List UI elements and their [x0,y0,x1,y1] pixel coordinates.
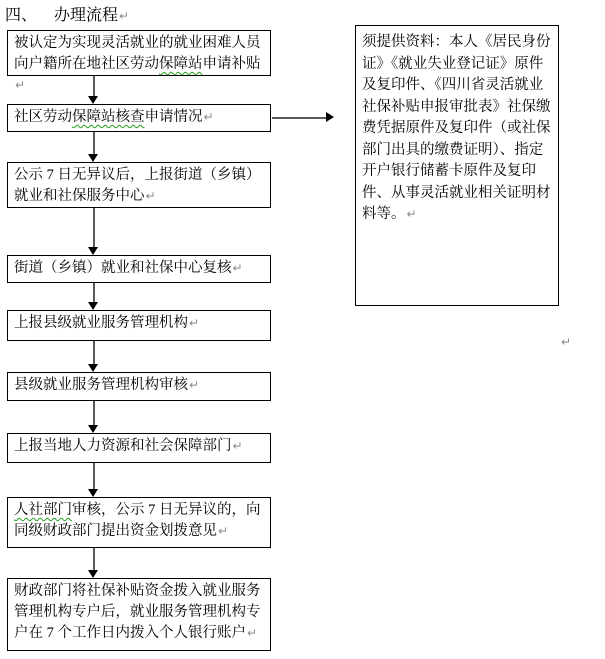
flow-step-county-review [7,372,271,401]
spellcheck-underline: 保障站 [159,56,203,72]
paragraph-mark-icon: ↵ [119,9,130,23]
flow-step-text: 人社部门审核，公示 7 日无异议的，向同级财政部门提出资金划拨意见↵ [14,502,261,539]
section-number: 四、 [5,7,38,24]
arrow-right-icon [272,112,334,123]
arrow-down-icon [88,208,99,255]
arrow-down-icon [88,283,99,310]
flow-step-report-county [7,310,271,341]
flow-step-application [7,30,271,92]
flow-step-text: 公示 7 日无异议后，上报街道（乡镇）就业和社保服务中心↵ [14,167,261,204]
paragraph-mark-icon: ↵ [247,626,258,640]
arrow-down-icon [88,76,99,104]
flow-step-street-review [7,255,271,283]
arrow-down-icon [88,463,99,497]
flow-step-hr-review-funds [7,497,271,548]
arrow-down-icon [88,548,99,578]
paragraph-mark-icon: ↵ [218,524,229,538]
flow-step-report-hr-bureau [7,433,271,463]
paragraph-mark-icon: ↵ [232,439,243,453]
paragraph-mark-icon: ↵ [15,78,26,92]
arrow-down-icon [88,341,99,372]
flow-step-publicity-report-street [7,162,271,208]
flow-step-text: 上报当地人力资源和社会保障部门↵ [14,438,243,454]
section-heading [5,2,129,25]
flow-step-text: 被认定为实现灵活就业的就业困难人员向户籍所在地社区劳动保障站申请补贴↵ [14,35,261,92]
paragraph-mark-icon: ↵ [189,316,200,330]
paragraph-mark-icon: ↵ [189,378,200,392]
arrow-down-icon [88,401,99,433]
materials-note-box [355,25,559,306]
paragraph-mark-icon: ↵ [561,335,572,349]
spellcheck-underline: 人社部门 [14,502,72,518]
flow-step-community-check [7,104,271,132]
flow-step-text: 街道（乡镇）就业和社保中心复核↵ [14,260,243,276]
flow-step-text: 县级就业服务管理机构审核↵ [14,377,200,393]
materials-note-text: 须提供资料：本人《居民身份证》《就业失业登记证》原件及复印件、《四川省灵活就业社保补贴申报审批表》社保缴费凭据原件及复印件（或社保部门出具的缴费证明）、指定开户银行储蓄卡原件及复印件、从事灵活就业相关证明材料等。 [362,34,551,222]
flow-step-text: 财政部门将社保补贴资金拨入就业服务管理机构专户后，就业服务管理机构专户在 7 个工作日内拨入个人银行账户↵ [14,583,261,641]
paragraph-mark-icon: ↵ [232,261,243,275]
paragraph-mark-icon: ↵ [406,207,417,221]
paragraph-mark-icon: ↵ [145,189,156,203]
paragraph-mark-icon: ↵ [203,110,214,124]
flow-step-fund-transfer [7,578,271,651]
flow-step-text: 社区劳动保障站核查申请情况↵ [14,109,214,125]
flow-step-text: 上报县级就业服务管理机构↵ [14,315,200,331]
arrow-down-icon [88,132,99,162]
spellcheck-underline: 保障站核查 [72,109,145,125]
section-title: 办理流程 [54,7,119,24]
